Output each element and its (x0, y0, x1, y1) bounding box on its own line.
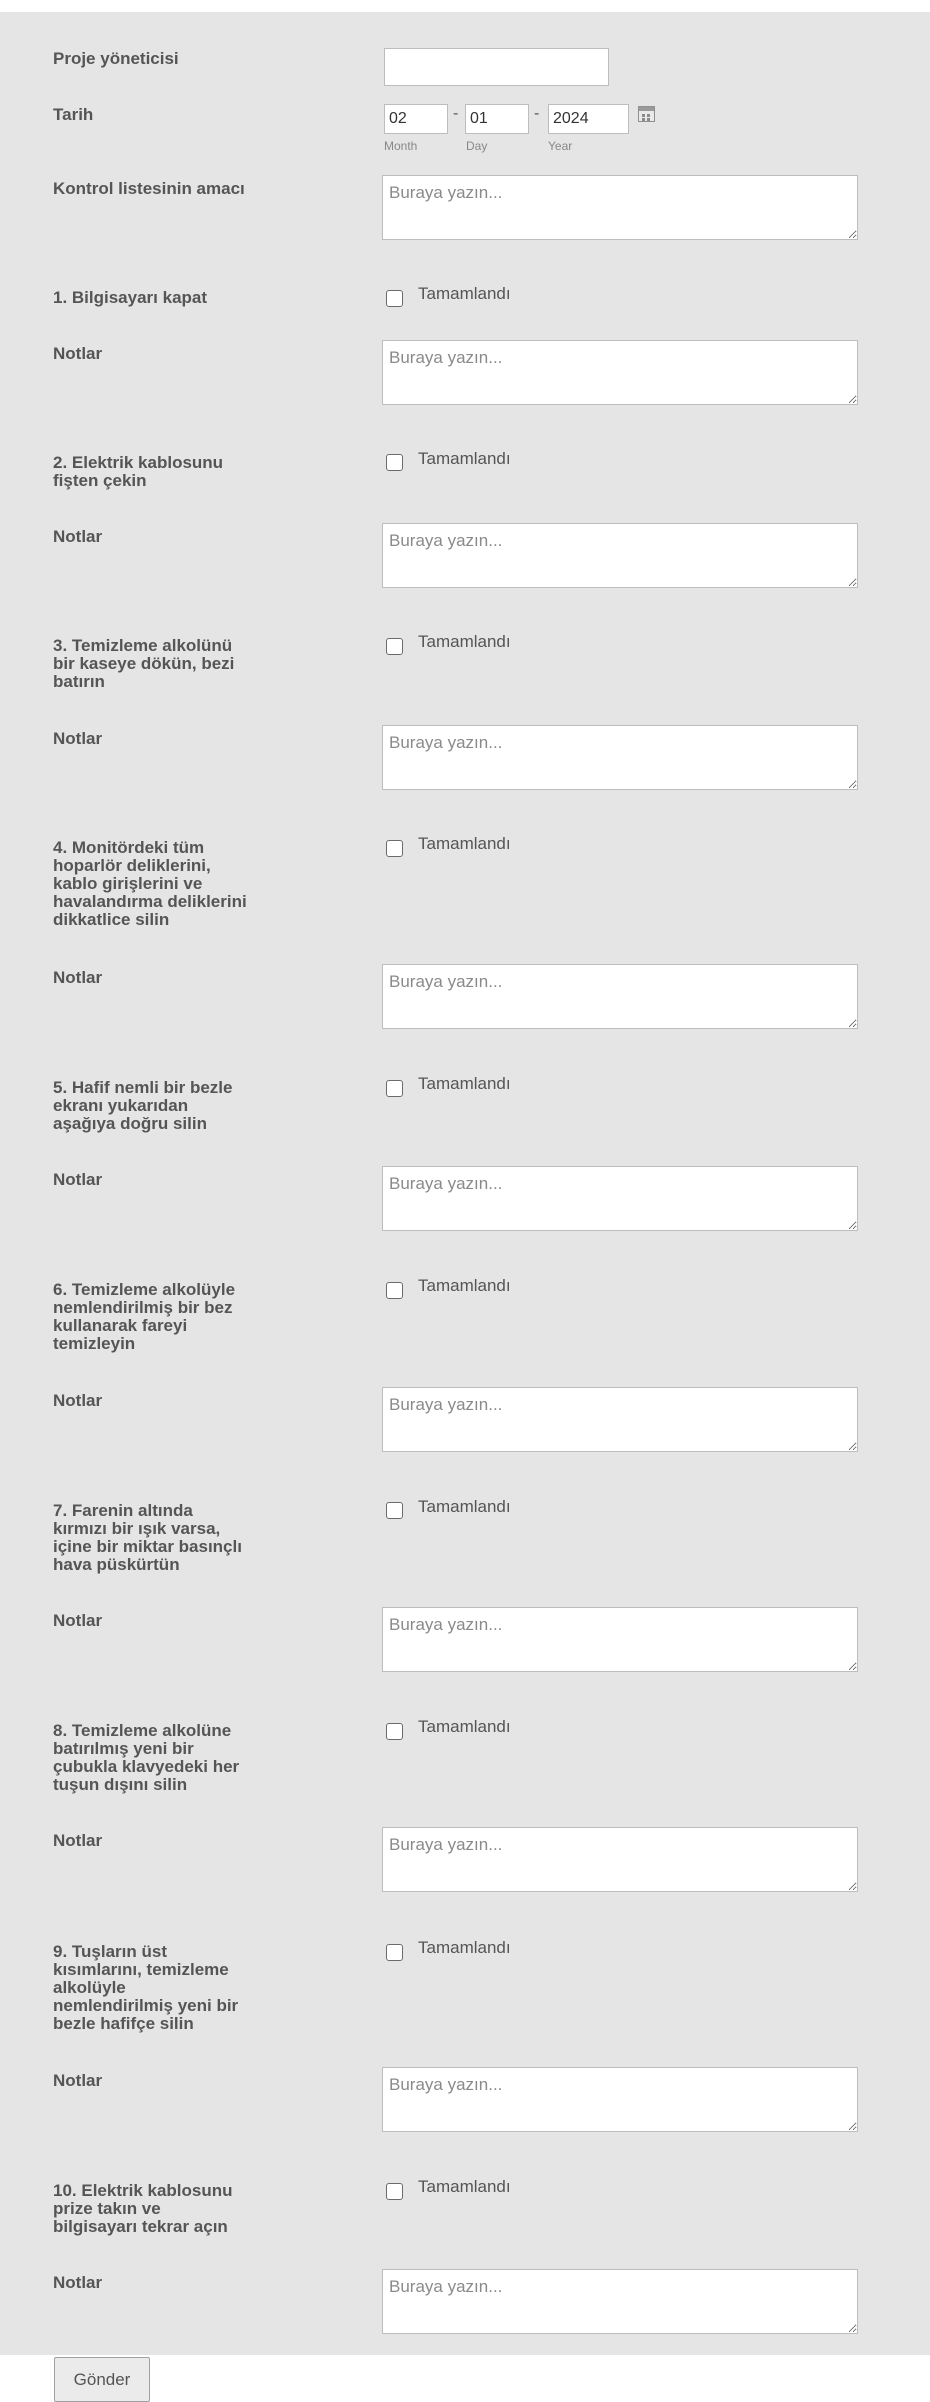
step-2-notes-label: Notlar (53, 527, 103, 546)
step-5-checkbox[interactable] (386, 1080, 403, 1097)
step-2-checkbox[interactable] (386, 454, 403, 471)
step-3-checkbox[interactable] (386, 638, 403, 655)
step-8-notes-textarea[interactable] (382, 1827, 858, 1892)
step-4-checkbox-label[interactable]: Tamamlandı (418, 834, 511, 853)
step-3-notes-label: Notlar (53, 729, 103, 748)
step-8-label: 8. Temizleme alkolüne batırılmış yeni bir çubukla klavyedeki her tuşun dışını silin (53, 1721, 240, 1794)
step-8-notes-label: Notlar (53, 1831, 103, 1850)
step-8-checkbox-label[interactable]: Tamamlandı (418, 1717, 511, 1736)
step-1-checkbox[interactable] (386, 290, 403, 307)
step-6-checkbox-label[interactable]: Tamamlandı (418, 1276, 511, 1295)
step-7-notes-textarea[interactable] (382, 1607, 858, 1672)
step-2-checkbox-label[interactable]: Tamamlandı (418, 449, 511, 468)
step-4-checkbox[interactable] (386, 840, 403, 857)
step-1-checkbox-label[interactable]: Tamamlandı (418, 284, 511, 303)
step-7-label: 7. Farenin altında kırmızı bir ışık varsa, içine bir miktar basınçlı hava püskürtün (53, 1501, 242, 1574)
date-year-input[interactable] (548, 104, 629, 134)
step-4-notes-textarea[interactable] (382, 964, 858, 1029)
step-6-notes-textarea[interactable] (382, 1387, 858, 1452)
step-7-checkbox[interactable] (386, 1502, 403, 1519)
date-label: Tarih (53, 105, 94, 124)
step-4-notes-label: Notlar (53, 968, 103, 987)
step-8-checkbox[interactable] (386, 1723, 403, 1740)
project-manager-label: Proje yöneticisi (53, 49, 179, 68)
date-month-input[interactable] (384, 104, 448, 134)
step-2-notes-textarea[interactable] (382, 523, 858, 588)
step-9-checkbox-label[interactable]: Tamamlandı (418, 1938, 511, 1957)
step-6-checkbox[interactable] (386, 1282, 403, 1299)
step-4-label: 4. Monitördeki tüm hoparlör deliklerini, kablo girişlerini ve havalandırma deliklerini dikkatlice silin (53, 838, 247, 929)
step-9-notes-label: Notlar (53, 2071, 103, 2090)
project-manager-input[interactable] (384, 48, 609, 86)
step-3-notes-textarea[interactable] (382, 725, 858, 790)
step-1-notes-label: Notlar (53, 344, 103, 363)
step-3-label: 3. Temizleme alkolünü bir kaseye dökün, bezi batırın (53, 636, 235, 691)
step-5-checkbox-label[interactable]: Tamamlandı (418, 1074, 511, 1093)
step-9-notes-textarea[interactable] (382, 2067, 858, 2132)
step-7-checkbox-label[interactable]: Tamamlandı (418, 1497, 511, 1516)
step-9-label: 9. Tuşların üst kısımlarını, temizleme alkolüyle nemlendirilmiş yeni bir bezle hafifçe silin (53, 1942, 239, 2033)
step-10-checkbox[interactable] (386, 2183, 403, 2200)
date-month-sublabel: Month (384, 139, 418, 153)
step-5-notes-textarea[interactable] (382, 1166, 858, 1231)
step-6-notes-label: Notlar (53, 1391, 103, 1410)
submit-button[interactable]: Gönder (54, 2357, 150, 2402)
step-2-label: 2. Elektrik kablosunu fişten çekin (53, 453, 224, 490)
step-10-notes-label: Notlar (53, 2273, 103, 2292)
step-7-notes-label: Notlar (53, 1611, 103, 1630)
purpose-label: Kontrol listesinin amacı (53, 179, 245, 198)
date-day-sublabel: Day (466, 139, 488, 153)
step-3-checkbox-label[interactable]: Tamamlandı (418, 632, 511, 651)
purpose-textarea[interactable] (382, 175, 858, 240)
step-1-label: 1. Bilgisayarı kapat (53, 288, 208, 307)
step-10-notes-textarea[interactable] (382, 2269, 858, 2334)
step-6-label: 6. Temizleme alkolüyle nemlendirilmiş bir bez kullanarak fareyi temizleyin (53, 1280, 236, 1353)
step-1-notes-textarea[interactable] (382, 340, 858, 405)
step-10-label: 10. Elektrik kablosunu prize takın ve bilgisayarı tekrar açın (53, 2181, 233, 2236)
step-5-notes-label: Notlar (53, 1170, 103, 1189)
step-9-checkbox[interactable] (386, 1944, 403, 1961)
date-day-input[interactable] (465, 104, 529, 134)
date-separator: - (453, 105, 459, 122)
calendar-icon[interactable] (638, 106, 655, 122)
date-separator: - (534, 105, 540, 122)
step-5-label: 5. Hafif nemli bir bezle ekranı yukarıdan aşağıya doğru silin (53, 1078, 233, 1133)
step-10-checkbox-label[interactable]: Tamamlandı (418, 2177, 511, 2196)
date-year-sublabel: Year (548, 139, 573, 153)
